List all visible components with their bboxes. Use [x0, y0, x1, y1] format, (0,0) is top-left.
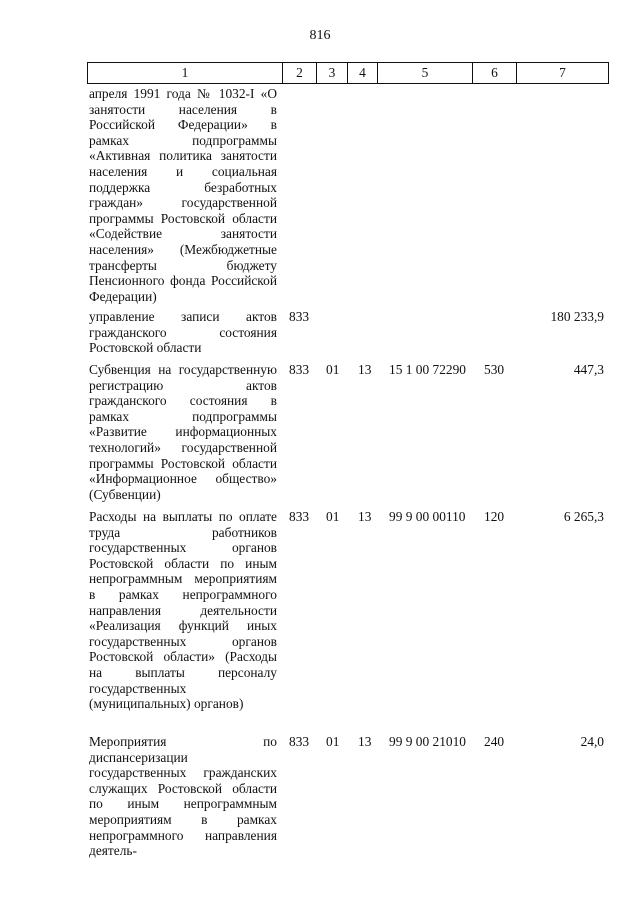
column-header-3: 3: [317, 63, 348, 84]
row-expense-type: 240: [484, 734, 505, 749]
column-header-row: [88, 63, 609, 84]
row-description: апреля 1991 года № 1032-I «О занятости населения в Российской Федерации» в рамках подпрограммы «Активная политика занятости населения и социальная поддержка безработных граждан» государственной программы Ростовской области «Содействие занятости населения» (Межбюджетные трансферты бюджету Пенсионного фонда Российской Федерации): [89, 86, 277, 304]
row-section: 01: [326, 362, 340, 377]
row-description: Расходы на выплаты по оплате труда работников государственных органов Ростовской области по иным непрограммным мероприятиям в рамках непрограммного направления деятельности «Реализация функций иных государственных органов Ростовской области» (Расходы на выплаты персоналу государственных (муниципальных) органов): [89, 509, 277, 712]
row-subsection: 13: [358, 734, 372, 749]
row-description: Субвенция на государственную регистрацию актов гражданского состояния в рамках подпрограммы «Развитие информационных технологий» государственной программы Ростовской области «Информационное общество» (Субвенции): [89, 362, 277, 502]
column-header-5: 5: [378, 63, 473, 84]
column-header-4: 4: [348, 63, 378, 84]
row-amount: 180 233,9: [550, 309, 604, 324]
row-description: управление записи актов гражданского состояния Ростовской области: [89, 309, 277, 356]
row-subsection: 13: [358, 509, 372, 524]
row-section: 01: [326, 509, 340, 524]
row-amount: 447,3: [573, 362, 604, 377]
row-expense-type: 530: [484, 362, 505, 377]
row-code-admin: 833: [289, 309, 310, 324]
column-header-6: 6: [473, 63, 517, 84]
column-header-2: 2: [283, 63, 317, 84]
row-amount: 24,0: [580, 734, 604, 749]
column-header-1: 1: [88, 63, 283, 84]
row-amount: 6 265,3: [563, 509, 604, 524]
column-header-7: 7: [517, 63, 609, 84]
row-subsection: 13: [358, 362, 372, 377]
row-code-admin: 833: [289, 734, 310, 749]
row-target-article: 15 1 00 72290: [389, 362, 466, 377]
row-code-admin: 833: [289, 362, 310, 377]
row-expense-type: 120: [484, 509, 505, 524]
row-section: 01: [326, 734, 340, 749]
row-target-article: 99 9 00 21010: [389, 734, 466, 749]
row-description: Мероприятия по диспансеризации государственных гражданских служащих Ростовской области по иным непрограммным мероприятиям в рамках непрограммного направления деятель-: [89, 734, 277, 859]
row-code-admin: 833: [289, 509, 310, 524]
row-target-article: 99 9 00 00110: [389, 509, 466, 524]
page-number: 816: [309, 28, 331, 43]
column-header-table: [87, 62, 609, 84]
